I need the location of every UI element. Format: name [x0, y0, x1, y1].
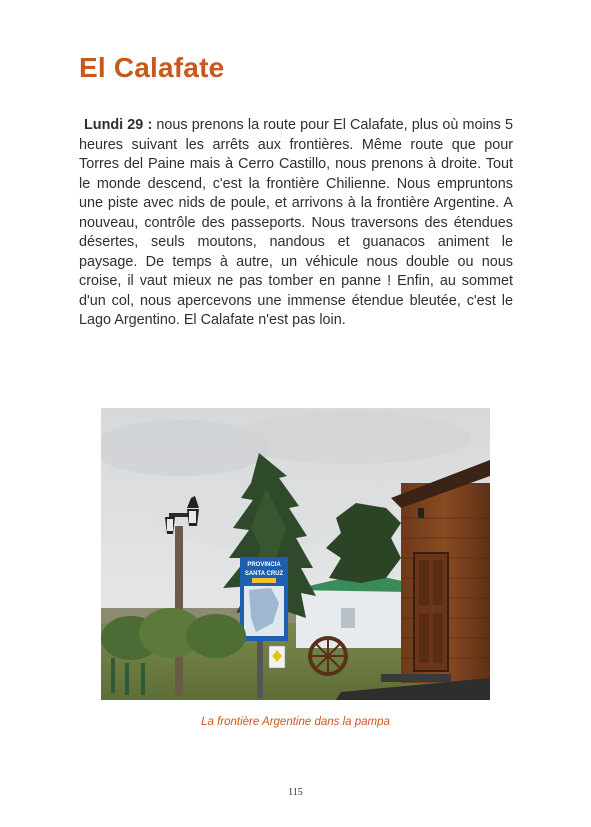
wagon-wheel-spokes [310, 638, 346, 674]
lamp-left-glass [167, 519, 173, 531]
cabin-step [381, 674, 451, 682]
paragraph-text: nous prenons la route pour El Calafate, plus où moins 5 heures suivant les arrêts aux frontières. Même route que pour Torres del Paine mais à Cerro Castillo, nous prenons à droite. Tout le monde descend, c'est la frontière Chilienne. Nous empruntons une piste avec nids de poule, et arrivons à la frontière Argentine. A nouveau, contrôle des passeports. Nous traversons des étendues désertes, seuls moutons, nandous et guanacos animent le paysage. De temps à autre, un véhicule nous double ou nous croise, il vaut mieux ne pas tomber en panne ! Enfin, au sommet d'un col, nous apercevons une immense étendue bleutée, c'est le Lago Argentino. El Calafate n'est pas loin. [79, 117, 513, 328]
door-panel [433, 560, 443, 605]
door-panel [433, 613, 443, 663]
body-paragraph [79, 116, 513, 331]
door-panel [419, 613, 429, 663]
sign-badge [252, 578, 276, 583]
fence-post [125, 663, 129, 695]
day-label: Lundi 29 : [84, 117, 153, 133]
border-photo [101, 408, 490, 700]
photo-caption: La frontière Argentine dans la pampa [201, 716, 390, 728]
sign-line1: PROVINCIA [247, 562, 281, 568]
cabin-lantern [418, 508, 424, 518]
door-panel [419, 560, 429, 605]
sign-line2: SANTA CRUZ [244, 571, 284, 577]
cloud [231, 412, 471, 464]
page-number: 115 [288, 787, 303, 798]
province-sign-post [257, 638, 263, 698]
fence-post [141, 663, 145, 695]
page-title: El Calafate [79, 52, 225, 83]
fence-post [111, 658, 115, 693]
shrub [186, 614, 246, 658]
lamp-right-glass [189, 511, 196, 523]
building-window [341, 608, 355, 628]
